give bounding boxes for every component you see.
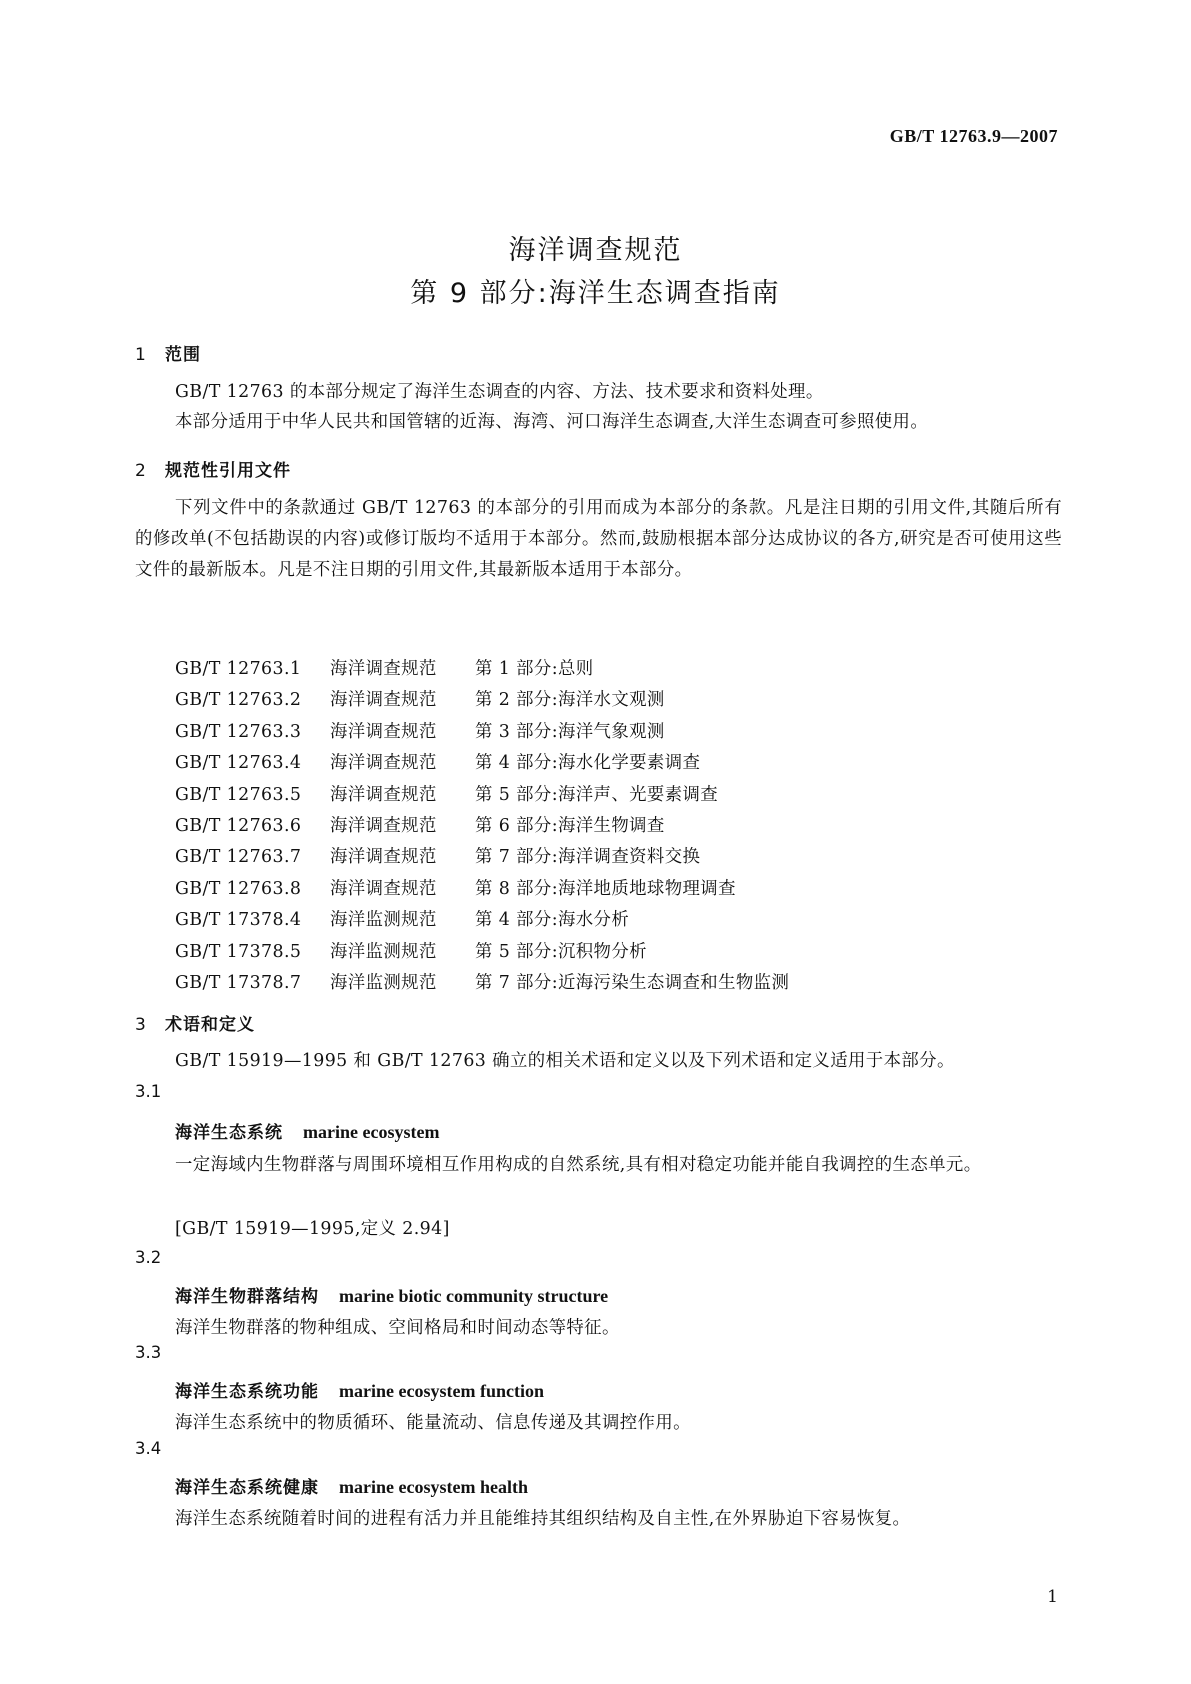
reference-code: GB/T 12763.7: [175, 847, 302, 868]
reference-series: 海洋调查规范: [330, 847, 437, 868]
reference-row: [175, 780, 1075, 811]
section-title: 术语和定义: [165, 1015, 255, 1035]
reference-row: [175, 685, 1075, 716]
term-definition: 海洋生态系统随着时间的进程有活力并且能维持其组织结构及自主性,在外界胁迫下容易恢复。: [175, 1509, 911, 1529]
term-zh: 海洋生物群落结构: [175, 1287, 319, 1307]
reference-code: GB/T 12763.5: [175, 784, 302, 805]
term-zh: 海洋生态系统健康: [175, 1478, 319, 1498]
term-heading: [175, 1118, 439, 1143]
reference-part: 第 8 部分:海洋地质地球物理调查: [475, 878, 736, 899]
term-number: 3.1: [135, 1082, 162, 1101]
reference-row: [175, 811, 1075, 842]
reference-part: 第 5 部分:沉积物分析: [475, 941, 647, 962]
term-heading: [175, 1282, 608, 1307]
section-2-heading: [135, 456, 291, 481]
reference-part: 第 4 部分:海水化学要素调查: [475, 753, 701, 774]
reference-series: 海洋调查规范: [330, 659, 437, 679]
term-heading: [175, 1377, 544, 1402]
reference-code: GB/T 12763.2: [175, 690, 302, 711]
term-definition: 海洋生态系统中的物质循环、能量流动、信息传递及其调控作用。: [175, 1413, 691, 1433]
reference-part: 第 7 部分:近海污染生态调查和生物监测: [475, 972, 790, 993]
term-en: marine ecosystem health: [339, 1477, 528, 1497]
reference-series: 海洋调查规范: [330, 690, 437, 711]
reference-part: 第 5 部分:海洋声、光要素调查: [475, 784, 719, 805]
term-number: 3.4: [135, 1439, 162, 1458]
term-zh: 海洋生态系统功能: [175, 1382, 319, 1402]
reference-series: 海洋调查规范: [330, 815, 437, 836]
document-title: 海洋调查规范: [508, 235, 683, 266]
document-subtitle: 第 9 部分:海洋生态调查指南: [410, 278, 781, 309]
term-heading: [175, 1473, 528, 1498]
section-3-heading: [135, 1010, 255, 1035]
reference-series: 海洋调查规范: [330, 721, 437, 742]
reference-row: [175, 717, 1075, 748]
term-en: marine ecosystem function: [339, 1381, 544, 1401]
term-zh: 海洋生态系统: [175, 1123, 283, 1143]
section-title: 范围: [165, 345, 201, 365]
reference-series: 海洋监测规范: [330, 910, 437, 931]
reference-code: GB/T 17378.4: [175, 910, 302, 931]
section-number: 3: [135, 1015, 147, 1035]
term-source: [GB/T 15919—1995,定义 2.94]: [175, 1219, 450, 1239]
reference-part: 第 1 部分:总则: [475, 659, 594, 679]
reference-row: [175, 968, 1075, 999]
reference-code: GB/T 17378.7: [175, 972, 302, 993]
page-number: 1: [1047, 1587, 1058, 1607]
reference-part: 第 7 部分:海洋调查资料交换: [475, 847, 701, 868]
reference-row: [175, 654, 1075, 685]
section-1-paragraph-1: GB/T 12763 的本部分规定了海洋生态调查的内容、方法、技术要求和资料处理。: [175, 382, 824, 402]
section-number: 1: [135, 345, 147, 365]
section-1-heading: [135, 340, 201, 365]
reference-code: GB/T 12763.8: [175, 878, 302, 899]
section-3-paragraph: GB/T 15919—1995 和 GB/T 12763 确立的相关术语和定义以及下列术语和定义适用于本部分。: [175, 1051, 955, 1071]
reference-row: [175, 905, 1075, 936]
reference-series: 海洋调查规范: [330, 878, 437, 899]
reference-part: 第 3 部分:海洋气象观测: [475, 721, 665, 742]
section-number: 2: [135, 461, 147, 481]
reference-series: 海洋调查规范: [330, 753, 437, 774]
reference-series: 海洋调查规范: [330, 784, 437, 805]
term-definition: 一定海域内生物群落与周围环境相互作用构成的自然系统,具有相对稳定功能并能自我调控的生态单元。: [175, 1155, 982, 1175]
term-en: marine ecosystem: [303, 1122, 440, 1142]
section-1-paragraph-2: 本部分适用于中华人民共和国管辖的近海、海湾、河口海洋生态调查,大洋生态调查可参照使用。: [175, 412, 929, 432]
reference-code: GB/T 12763.3: [175, 721, 302, 742]
reference-series: 海洋监测规范: [330, 941, 437, 962]
reference-part: 第 6 部分:海洋生物调查: [475, 815, 665, 836]
term-number: 3.3: [135, 1343, 162, 1362]
reference-row: [175, 874, 1075, 905]
section-2-paragraph: 下列文件中的条款通过 GB/T 12763 的本部分的引用而成为本部分的条款。凡是注日期的引用文件,其随后所有的修改单(不包括勘误的内容)或修订版均不适用于本部分。然而,鼓励根据本部分达成协议的各方,研究是否可使用这些文件的最新版本。凡是不注日期的引用文件,其最新版本适用于本部分。: [135, 498, 1062, 580]
reference-row: [175, 937, 1075, 968]
reference-row: [175, 842, 1075, 873]
term-en: marine biotic community structure: [339, 1286, 609, 1306]
reference-code: GB/T 17378.5: [175, 941, 302, 962]
reference-part: 第 4 部分:海水分析: [475, 910, 630, 931]
reference-part: 第 2 部分:海洋水文观测: [475, 690, 665, 711]
standard-code: GB/T 12763.9—2007: [889, 126, 1058, 146]
term-definition: 海洋生物群落的物种组成、空间格局和时间动态等特征。: [175, 1318, 620, 1338]
normative-references-list: [175, 654, 1075, 999]
reference-row: [175, 748, 1075, 779]
reference-code: GB/T 12763.6: [175, 815, 302, 836]
section-title: 规范性引用文件: [165, 461, 291, 481]
reference-series: 海洋监测规范: [330, 972, 437, 993]
reference-code: GB/T 12763.1: [175, 659, 302, 679]
term-number: 3.2: [135, 1248, 162, 1267]
reference-code: GB/T 12763.4: [175, 753, 302, 774]
